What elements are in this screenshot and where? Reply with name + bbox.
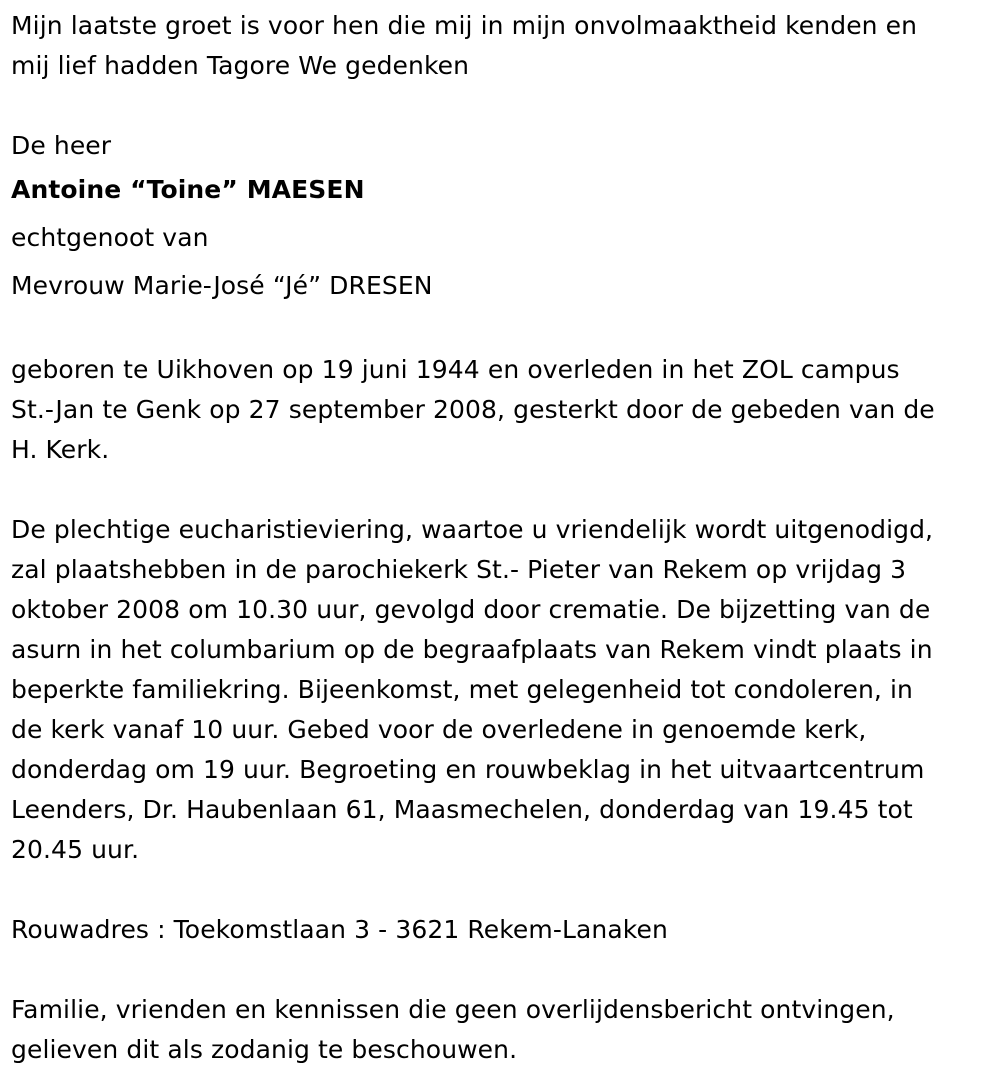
closing-line: gelieven dit als zodanig te beschouwen. xyxy=(11,1035,518,1064)
ceremony-line: Leenders, Dr. Haubenlaan 61, Maasmechelen, donderdag van 19.45 tot xyxy=(11,795,913,824)
ceremony-line: donderdag om 19 uur. Begroeting en rouwbeklag in het uitvaartcentrum xyxy=(11,755,925,784)
closing-line: Familie, vrienden en kennissen die geen overlijdensbericht ontvingen, xyxy=(11,995,895,1024)
quote-line: mij lief hadden Tagore We gedenken xyxy=(11,51,470,80)
ceremony-line: De plechtige eucharistieviering, waartoe u vriendelijk wordt uitgenodigd, xyxy=(11,515,934,544)
ceremony-line: asurn in het columbarium op de begraafplaats van Rekem vindt plaats in xyxy=(11,635,933,664)
birth-death-line: H. Kerk. xyxy=(11,435,110,464)
spouse-name: Mevrouw Marie-José “Jé” DRESEN xyxy=(11,271,433,300)
birth-death-line: geboren te Uikhoven op 19 juni 1944 en overleden in het ZOL campus xyxy=(11,355,900,384)
spacer xyxy=(11,470,988,510)
birth-death-line: St.-Jan te Genk op 27 september 2008, gesterkt door de gebeden van de xyxy=(11,395,935,424)
ceremony-paragraph xyxy=(11,510,988,870)
ceremony-line: zal plaatshebben in de parochiekerk St.- Pieter van Rekem op vrijdag 3 xyxy=(11,555,907,584)
ceremony-line: 20.45 uur. xyxy=(11,835,140,864)
quote-line: Mijn laatste groet is voor hen die mij in mijn onvolmaaktheid kenden en xyxy=(11,11,918,40)
deceased-name: Antoine “Toine” MAESEN xyxy=(11,175,365,204)
ceremony-line: beperkte familiekring. Bijeenkomst, met gelegenheid tot condoleren, in xyxy=(11,675,913,704)
relation-text: echtgenoot van xyxy=(11,223,209,252)
spacer xyxy=(11,310,988,350)
birth-death-paragraph xyxy=(11,350,988,470)
spacer xyxy=(11,870,988,910)
ceremony-line: oktober 2008 om 10.30 uur, gevolgd door crematie. De bijzetting van de xyxy=(11,595,931,624)
mourning-address: Rouwadres : Toekomstlaan 3 - 3621 Rekem-Lanaken xyxy=(11,915,668,944)
ceremony-line: de kerk vanaf 10 uur. Gebed voor de overledene in genoemde kerk, xyxy=(11,715,867,744)
spacer xyxy=(11,950,988,990)
spacer xyxy=(11,86,988,126)
quote-paragraph xyxy=(11,6,988,86)
closing-paragraph xyxy=(11,990,988,1070)
salutation: De heer xyxy=(11,131,112,160)
